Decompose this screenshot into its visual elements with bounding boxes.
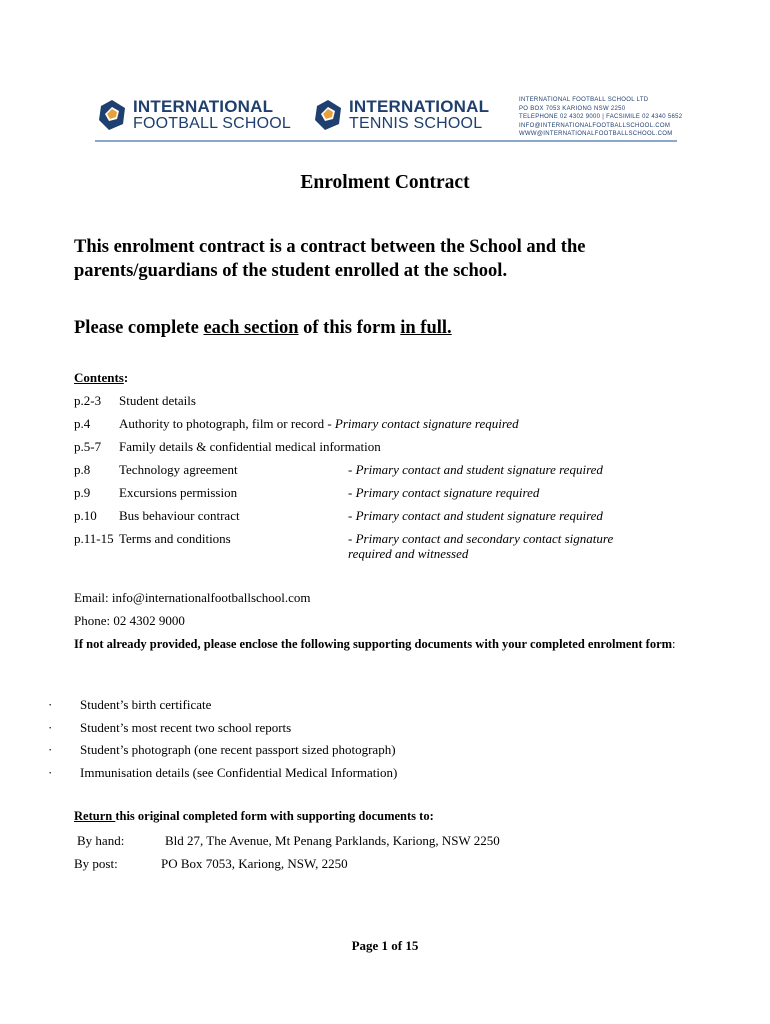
- page-ref: p.2-3: [74, 393, 102, 408]
- list-item-text: Student’s birth certificate: [80, 697, 212, 712]
- colon: :: [123, 370, 129, 385]
- page-ref: p.4: [74, 416, 91, 431]
- email-line: Email: info@internationalfootballschool.com: [74, 590, 311, 605]
- logo-line-2: FOOTBALL SCHOOL: [133, 115, 291, 132]
- page-ref: p.9: [74, 485, 91, 500]
- list-item-text: Student’s photograph (one recent passport sized photograph): [80, 742, 396, 757]
- contents-heading: [74, 370, 128, 386]
- company-line: PO BOX 7053 KARIONG NSW 2250: [519, 105, 626, 112]
- by-post-address: PO Box 7053, Kariong, NSW, 2250: [161, 856, 348, 871]
- text: Please complete: [74, 318, 204, 338]
- section-name: Student details: [119, 393, 196, 408]
- supporting-docs-intro: [74, 636, 694, 652]
- by-post-label: By post:: [74, 856, 118, 871]
- bullet-icon: ·: [48, 742, 53, 757]
- bullet-icon: ·: [48, 720, 53, 735]
- signature-note: - Primary contact and student signature required: [348, 462, 603, 477]
- signature-note: - Primary contact and secondary contact signature: [348, 531, 614, 546]
- supporting-docs-text: If not already provided, please enclose the following supporting documents with your completed enrolment form: [74, 637, 673, 651]
- section-name: Excursions permission: [119, 485, 238, 500]
- return-emphasis: Return: [74, 809, 116, 823]
- page-ref: p.8: [74, 462, 91, 477]
- signature-note: required and witnessed: [348, 546, 469, 561]
- section-name: Technology agreement: [119, 462, 238, 477]
- emphasis: in full.: [400, 318, 452, 338]
- complete-instruction: [74, 318, 452, 339]
- company-line: TELEPHONE 02 4302 9000 | FACSIMILE 02 4340 5652: [519, 114, 683, 121]
- page-ref: p.11-15: [74, 531, 114, 546]
- signature-note: Primary contact signature required: [334, 416, 519, 431]
- text: of this form: [298, 318, 401, 338]
- return-text: this original completed form with supporting documents to:: [115, 809, 434, 823]
- bullet-icon: ·: [48, 765, 53, 780]
- bullet-icon: ·: [48, 697, 53, 712]
- page-number: Page 1 of 15: [351, 938, 419, 953]
- company-line: WWW@INTERNATIONALFOOTBALLSCHOOL.COM: [519, 131, 673, 138]
- company-line: INTERNATIONAL FOOTBALL SCHOOL LTD: [519, 97, 649, 103]
- section-text: Authority to photograph, film or record -: [119, 416, 335, 431]
- colon: :: [672, 637, 676, 651]
- by-hand-label: By hand:: [77, 833, 125, 848]
- soccer-ball-icon: [95, 98, 129, 132]
- return-instruction: [74, 809, 434, 824]
- by-hand-address: Bld 27, The Avenue, Mt Penang Parklands, Kariong, NSW 2250: [165, 833, 500, 848]
- contents-heading-text: Contents: [74, 370, 124, 385]
- phone-line: Phone: 02 4302 9000: [74, 613, 185, 628]
- list-item-text: Student’s most recent two school reports: [80, 720, 292, 735]
- section-name: [119, 416, 519, 431]
- signature-note: - Primary contact and student signature required: [348, 508, 603, 523]
- section-name: Bus behaviour contract: [119, 508, 240, 523]
- company-details: [519, 96, 682, 139]
- page-ref: p.10: [74, 508, 97, 523]
- logo-line-1: INTERNATIONAL: [133, 97, 274, 116]
- page-ref: p.5-7: [74, 439, 102, 454]
- section-name: Family details & confidential medical information: [119, 439, 381, 454]
- section-name: Terms and conditions: [119, 531, 231, 546]
- emphasis: each section: [203, 318, 299, 338]
- company-line: INFO@INTERNATIONALFOOTBALLSCHOOL.COM: [519, 122, 671, 129]
- list-item-text: Immunisation details (see Confidential Medical Information): [80, 765, 398, 780]
- intro-paragraph: This enrolment contract is a contract between the School and the parents/guardians of the student enrolled at the school.: [74, 237, 586, 281]
- soccer-ball-icon: [311, 98, 345, 132]
- page-title: Enrolment Contract: [300, 172, 470, 193]
- logo-line-2: TENNIS SCHOOL: [349, 115, 483, 132]
- logo-line-1: INTERNATIONAL: [349, 97, 490, 116]
- signature-note: - Primary contact signature required: [348, 485, 540, 500]
- header-divider: [95, 140, 677, 142]
